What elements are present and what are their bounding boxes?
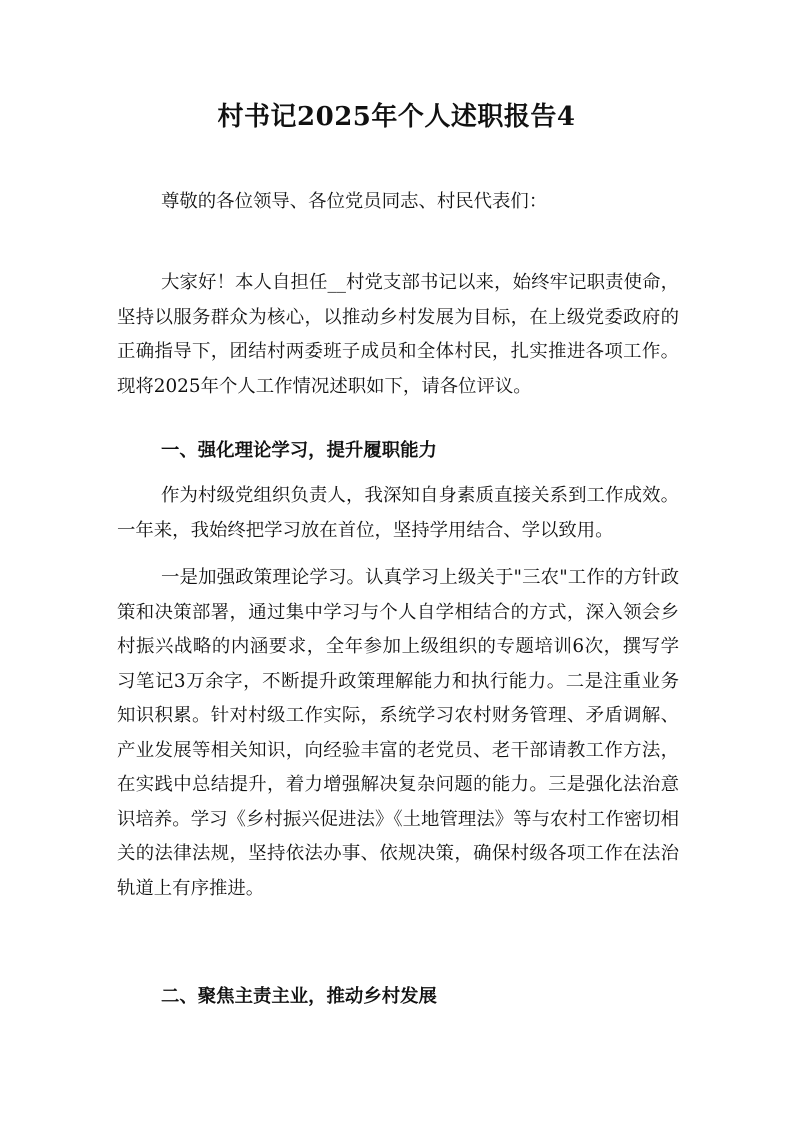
document-title: 村书记2025年个人述职报告4 (217, 102, 576, 132)
intro-paragraph: 大家好！本人自担任__村党支部书记以来，始终牢记职责使命，坚持以服务群众为核心，以推动乡村发展为目标，在上级党委政府的正确指导下，团结村两委班子成员和全体村民，扎实推进各项工作。现将2025年个人工作情况述职如下，请各位评议。 (117, 272, 679, 397)
section1-paragraph-2: 一是加强政策理论学习。认真学习上级关于"三农"工作的方针政策和决策部署，通过集中学习与个人自学相结合的方式，深入领会乡村振兴战略的内涵要求，全年参加上级组织的专题培训6次，撰写学习笔记3万余字，不断提升政策理解能力和执行能力。二是注重业务知识积累。针对村级工作实际，系统学习农村财务管理、矛盾调解、产业发展等相关知识，向经验丰富的老党员、老干部请教工作方法，在实践中总结提升，着力增强解决复杂问题的能力。三是强化法治意识培养。学习《乡村振兴促进法》《土地管理法》等与农村工作密切相关的法律法规，坚持依法办事、依规决策，确保村级各项工作在法治轨道上有序推进。 (117, 567, 679, 899)
section1-paragraph-1: 作为村级党组织负责人，我深知自身素质直接关系到工作成效。一年来，我始终把学习放在首位，坚持学用结合、学以致用。 (117, 485, 679, 541)
section-heading-1: 一、强化理论学习，提升履职能力 (161, 440, 437, 461)
salutation: 尊敬的各位领导、各位党员同志、村民代表们： (161, 191, 548, 212)
section-heading-2: 二、聚焦主责主业，推动乡村发展 (161, 986, 437, 1007)
